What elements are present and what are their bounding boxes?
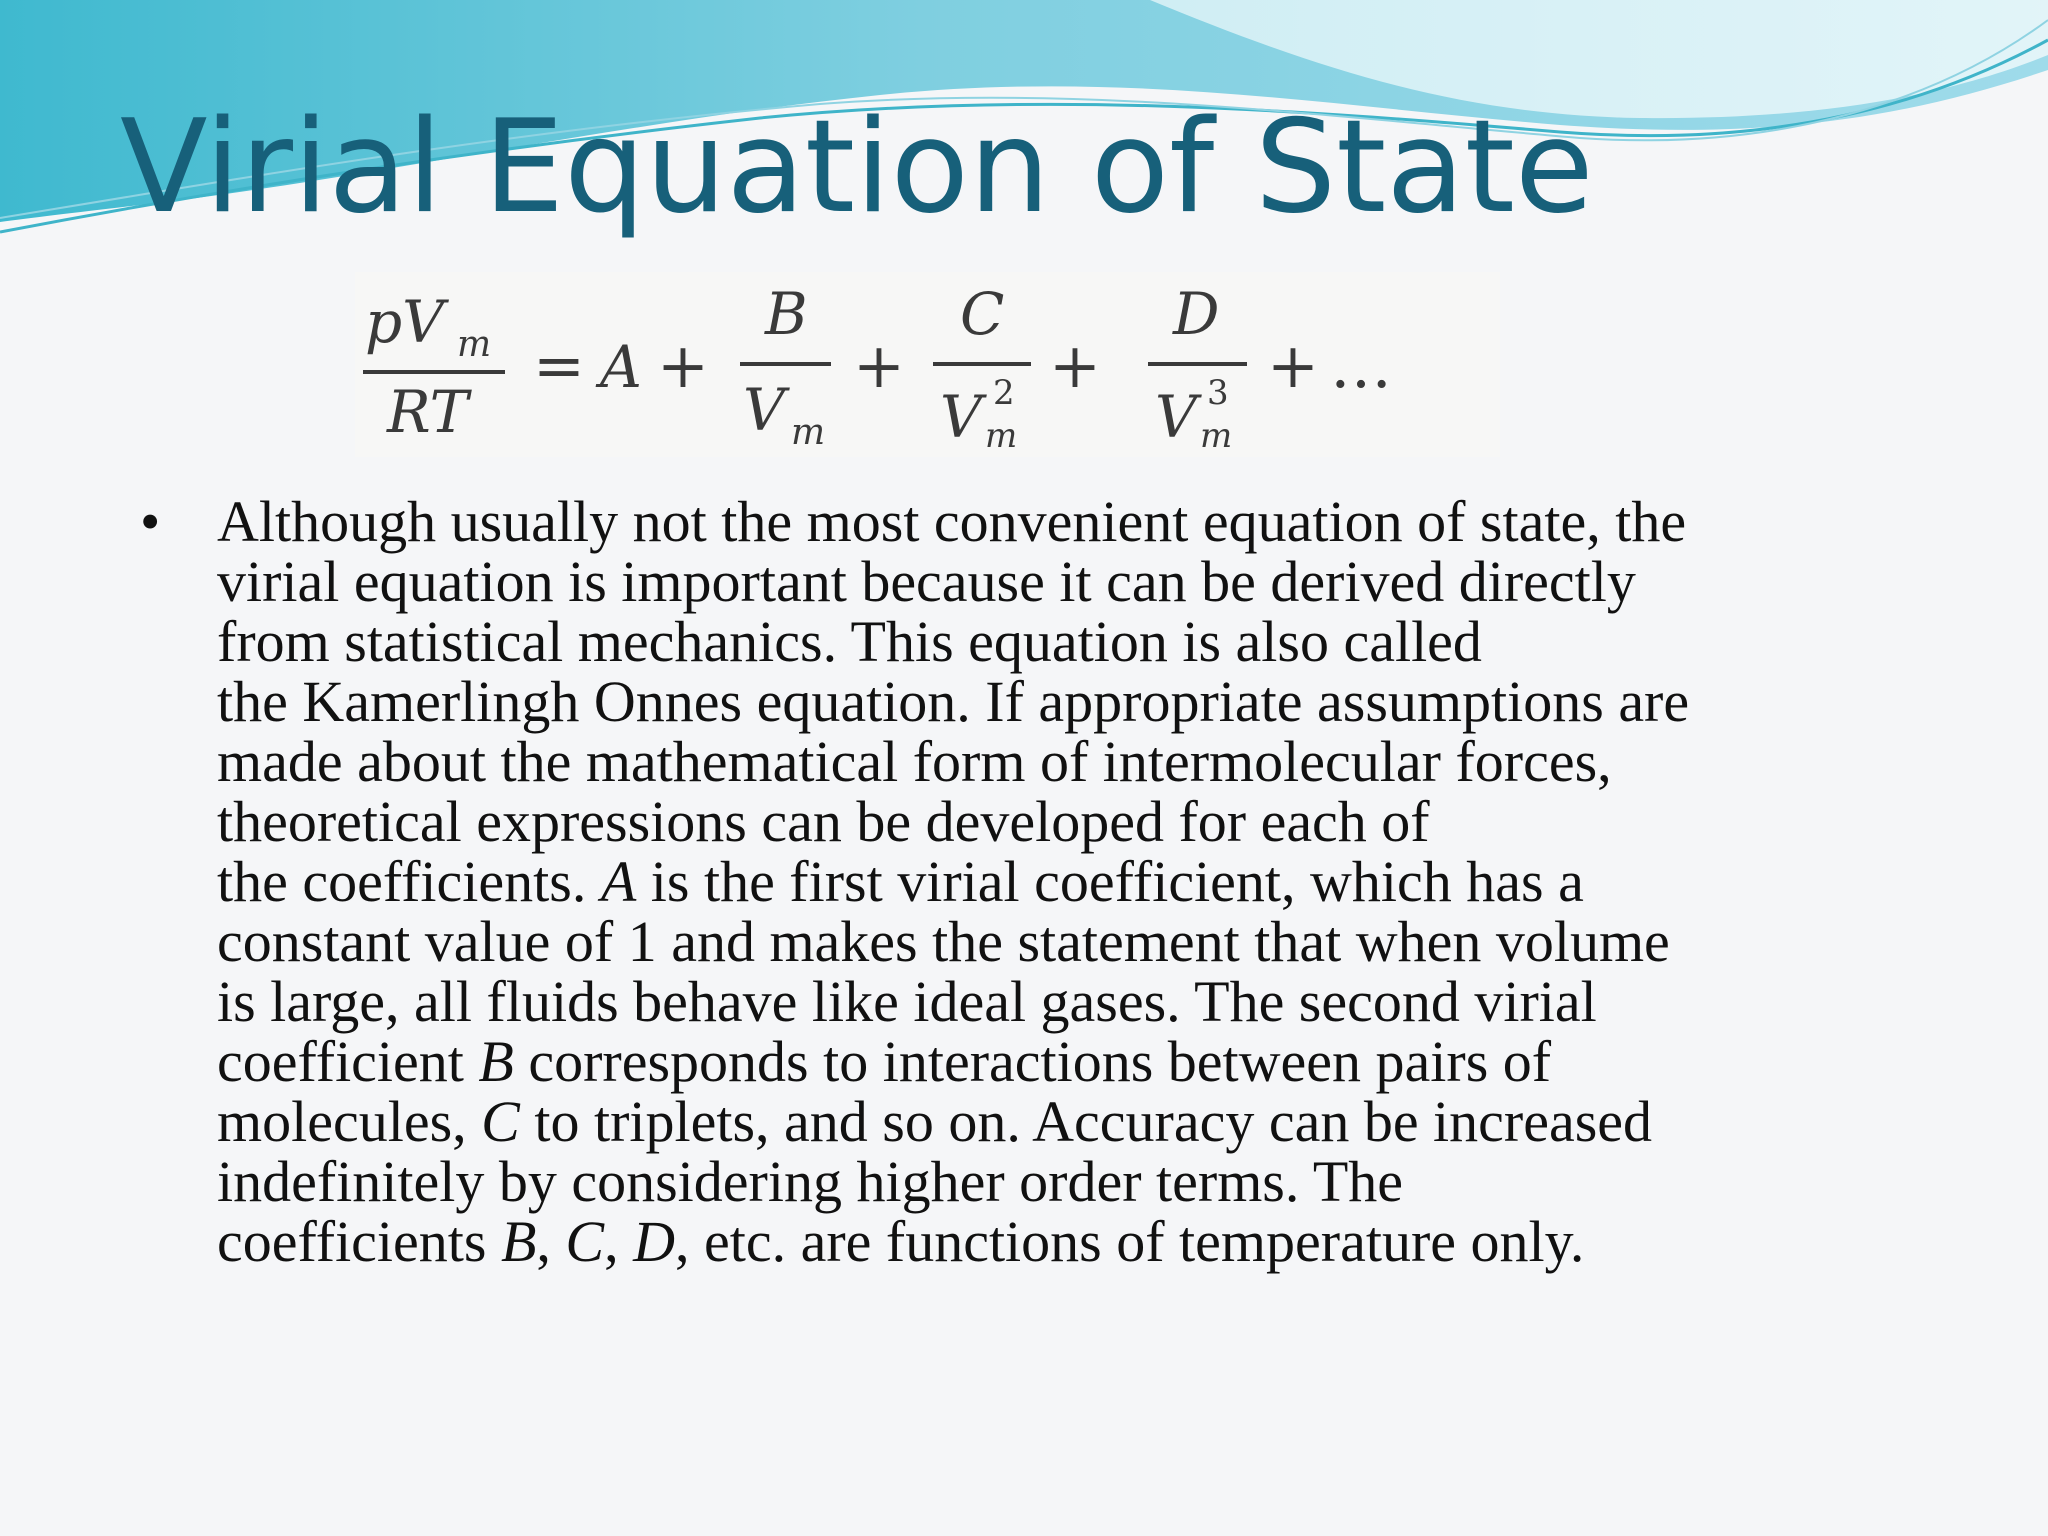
slide-title: Virial Equation of State xyxy=(120,93,1594,242)
text-segment: made about the mathematical form of intermolecular forces, xyxy=(217,729,1612,794)
bullet-line xyxy=(217,489,1689,554)
bullet-line xyxy=(217,1029,1689,1094)
eq-plus-3: + xyxy=(1049,329,1101,402)
bullet-line xyxy=(217,789,1689,854)
italic-variable: C xyxy=(565,1209,605,1274)
virial-equation-formula xyxy=(355,272,1500,457)
bullet-line xyxy=(217,969,1689,1034)
text-segment: , etc. are functions of temperature only. xyxy=(674,1209,1585,1274)
text-segment: coefficients xyxy=(217,1209,501,1274)
text-segment: from statistical mechanics. This equation is also called xyxy=(217,609,1482,674)
eq-lhs-denominator: RT xyxy=(387,378,469,446)
italic-variable: C xyxy=(481,1089,520,1154)
eq-plus-4: + xyxy=(1267,329,1319,402)
eq-lhs-numerator: pV xyxy=(365,288,445,356)
bullet-line xyxy=(217,729,1689,794)
eq-term-d-subscript: m xyxy=(1200,416,1233,456)
eq-term-c-denominator: V xyxy=(940,383,982,451)
italic-variable: B xyxy=(478,1029,514,1094)
virial-equation-image xyxy=(355,272,1500,457)
text-segment: the Kamerlingh Onnes equation. If appropriate assumptions are xyxy=(217,669,1690,734)
bullet-line xyxy=(217,1089,1689,1154)
eq-term-c-subscript: m xyxy=(985,416,1018,456)
bullet-line xyxy=(217,549,1689,614)
bullet-line xyxy=(217,1149,1689,1214)
text-segment: constant value of 1 and makes the statement that when volume xyxy=(217,909,1670,974)
bullet-line xyxy=(217,669,1690,734)
eq-term-c-exponent: 2 xyxy=(993,373,1015,413)
text-segment: , xyxy=(604,1209,634,1274)
text-segment: theoretical expressions can be developed for each of xyxy=(217,789,1430,854)
text-segment: to triplets, and so on. Accuracy can be increased xyxy=(519,1089,1653,1154)
text-segment: molecules, xyxy=(217,1089,482,1154)
text-segment: coefficient xyxy=(217,1029,479,1094)
bullet-line xyxy=(217,909,1689,974)
eq-term-b-denominator: V xyxy=(743,376,785,444)
eq-term-d-denominator: V xyxy=(1155,383,1197,451)
text-segment: , xyxy=(536,1209,566,1274)
eq-term-b-subscript: m xyxy=(791,412,826,453)
italic-variable: D xyxy=(633,1209,675,1274)
eq-equals-sign: = xyxy=(533,329,585,402)
italic-variable: A xyxy=(600,849,637,914)
text-segment: is the first virial coefficient, which has a xyxy=(636,849,1584,914)
eq-ellipsis: … xyxy=(1330,329,1392,402)
eq-term-c-numerator: C xyxy=(960,280,1005,348)
text-segment: Although usually not the most convenient equation of state, the xyxy=(217,489,1687,554)
bullet-line xyxy=(217,849,1689,914)
eq-term-a: A xyxy=(600,333,642,401)
eq-term-d-numerator: D xyxy=(1173,280,1220,348)
eq-plus-2: + xyxy=(853,329,905,402)
bullet-line xyxy=(217,609,1689,674)
eq-plus-1: + xyxy=(657,329,709,402)
bullet-text-lines xyxy=(217,489,1690,1274)
eq-term-d-exponent: 3 xyxy=(1207,373,1229,413)
eq-lhs-numerator-subscript: m xyxy=(457,324,492,365)
text-segment: the coefficients. xyxy=(217,849,601,914)
text-segment: corresponds to interactions between pairs of xyxy=(513,1029,1552,1094)
italic-variable: B xyxy=(500,1209,537,1274)
bullet-line xyxy=(217,1209,1689,1274)
text-segment: is large, all fluids behave like ideal gases. The second virial xyxy=(217,969,1597,1034)
text-segment: virial equation is important because it can be derived directly xyxy=(217,549,1636,614)
bullet-marker: • xyxy=(140,489,161,554)
eq-term-b-numerator: B xyxy=(765,280,808,348)
text-segment: indefinitely by considering higher order terms. The xyxy=(217,1149,1403,1214)
